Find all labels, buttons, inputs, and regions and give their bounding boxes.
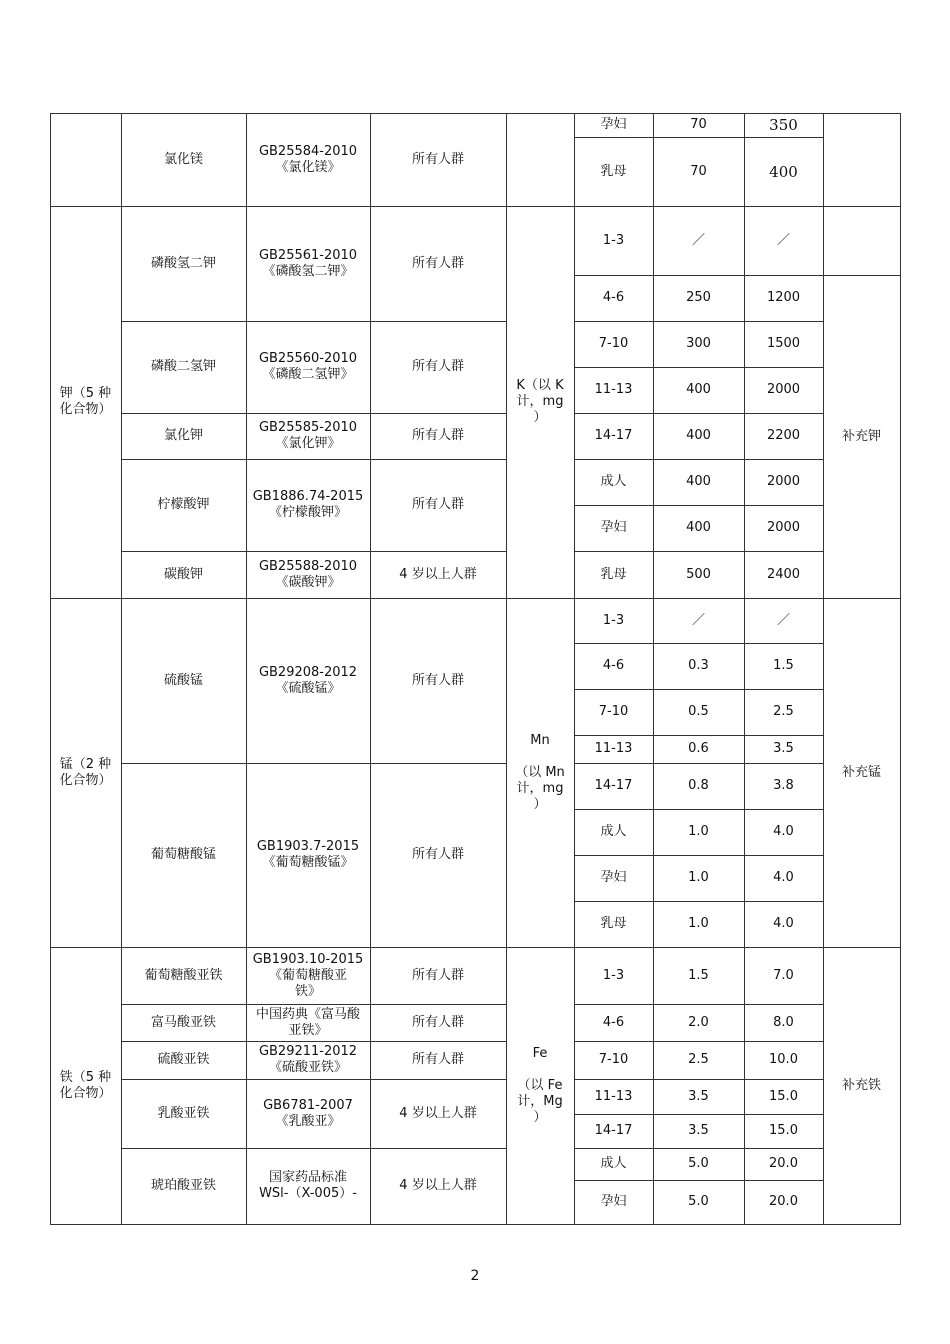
min-value-cell: 1.5: [688, 967, 709, 983]
population-cell: 所有人群: [411, 847, 464, 862]
table-border: [574, 1180, 824, 1181]
table-border: [574, 735, 824, 736]
min-value-cell: 1.0: [688, 870, 709, 885]
standard-cell: GB29211-2012 《硫酸亚铁》: [258, 1044, 358, 1075]
population-cell: 所有人群: [411, 1052, 464, 1067]
table-border: [574, 551, 824, 552]
min-value-cell: 0.8: [688, 778, 709, 793]
age-cell: 成人: [600, 1156, 627, 1171]
max-value-cell: 2200: [766, 428, 801, 443]
min-value-cell: 2.0: [688, 1014, 709, 1030]
standard-cell: GB1886.74-2015 《柠檬酸钾》: [252, 489, 364, 520]
table-border: [574, 505, 824, 506]
compound-name-cell: 氯化镁: [163, 151, 203, 167]
age-cell: 7-10: [598, 704, 629, 719]
population-cell: 所有人群: [411, 497, 464, 512]
max-value-cell: 2000: [766, 520, 801, 535]
population-cell: 所有人群: [411, 255, 464, 271]
nutrient-group-cell: 钾（5 种 化合物）: [59, 386, 112, 417]
age-cell: 7-10: [598, 336, 629, 351]
max-value-cell: ／: [776, 232, 790, 248]
min-value-cell: 400: [686, 520, 711, 535]
min-value-cell: ／: [691, 232, 705, 248]
table-border: [121, 763, 507, 764]
table-border: [574, 413, 824, 414]
table-border: [574, 1148, 824, 1149]
age-cell: 11-13: [594, 382, 633, 397]
table-border: [50, 1224, 901, 1225]
table-border: [574, 643, 824, 644]
min-value-cell: 400: [686, 474, 711, 489]
table-border: [574, 459, 824, 460]
table-border: [121, 1041, 507, 1042]
population-cell: 所有人群: [411, 967, 464, 983]
compound-name-cell: 葡萄糖酸锰: [150, 847, 216, 862]
age-cell: 4-6: [602, 290, 625, 305]
standard-cell: GB25561-2010 《磷酸氢二钾》: [258, 247, 358, 279]
min-value-cell: 0.3: [688, 658, 709, 673]
standard-cell: GB25560-2010 《磷酸二氢钾》: [258, 351, 358, 382]
compound-name-cell: 氯化钾: [163, 428, 203, 443]
table-border: [574, 321, 824, 322]
table-border: [121, 1148, 507, 1149]
max-value-cell: 15.0: [769, 1123, 798, 1138]
population-cell: 所有人群: [411, 428, 464, 443]
element-label-cell: Mn （以 Mn 计，mg ）: [515, 732, 565, 812]
max-value-cell: 15.0: [769, 1088, 798, 1104]
compound-name-cell: 葡萄糖酸亚铁: [144, 967, 223, 983]
max-value-cell: ／: [776, 612, 790, 628]
max-value-cell: 2000: [766, 382, 801, 397]
population-cell: 所有人群: [411, 359, 464, 374]
age-cell: 乳母: [600, 916, 627, 931]
min-value-cell: 5.0: [688, 1194, 709, 1209]
max-value-cell: 1500: [766, 336, 801, 351]
population-cell: 所有人群: [411, 672, 464, 688]
min-value-cell: ／: [691, 612, 705, 628]
min-value-cell: 3.5: [688, 1088, 709, 1104]
min-value-cell: 300: [686, 336, 711, 351]
table-border: [121, 459, 507, 460]
table-border: [121, 321, 507, 322]
age-cell: 14-17: [594, 778, 633, 793]
standard-cell: GB1903.10-2015 《葡萄糖酸亚 铁》: [252, 951, 364, 999]
table-border: [121, 1079, 507, 1080]
min-value-cell: 70: [690, 117, 707, 132]
compound-name-cell: 琥珀酸亚铁: [150, 1178, 216, 1193]
table-border: [574, 275, 824, 276]
element-label-cell: K（以 K 计，mg ）: [516, 378, 564, 425]
compound-name-cell: 磷酸氢二钾: [150, 255, 216, 271]
population-cell: 所有人群: [411, 1014, 464, 1030]
max-value-cell: 20.0: [769, 1156, 798, 1171]
max-value-cell: 1200: [766, 290, 801, 305]
compound-name-cell: 富马酸亚铁: [150, 1014, 216, 1030]
table-border: [574, 809, 824, 810]
nutrient-group-cell: 锰（2 种 化合物）: [59, 756, 112, 788]
table-border: [574, 763, 824, 764]
table-border: [574, 1079, 824, 1080]
max-value-cell: 3.5: [773, 741, 794, 756]
table-border: [574, 1041, 824, 1042]
max-value-cell: 2.5: [773, 704, 794, 719]
age-cell: 孕妇: [600, 117, 627, 132]
table-border: [900, 113, 901, 1225]
max-value-cell: 4.0: [773, 824, 794, 839]
max-value-cell: 400: [769, 162, 798, 181]
table-border: [574, 855, 824, 856]
compound-name-cell: 磷酸二氢钾: [150, 359, 216, 374]
age-cell: 1-3: [602, 967, 625, 983]
max-value-cell: 4.0: [773, 916, 794, 931]
function-cell: [823, 113, 900, 206]
max-value-cell: 3.8: [773, 778, 794, 793]
min-value-cell: 5.0: [688, 1156, 709, 1171]
max-value-cell: 350: [769, 116, 798, 134]
age-cell: 1-3: [602, 232, 625, 248]
age-cell: 孕妇: [600, 870, 627, 885]
age-cell: 11-13: [594, 741, 633, 756]
max-value-cell: 20.0: [769, 1194, 798, 1209]
table-border: [574, 1114, 824, 1115]
max-value-cell: 2400: [766, 566, 801, 582]
element-label-cell: Fe （以 Fe 计，Mg ）: [517, 1045, 563, 1125]
population-cell: 4 岁以上人群: [399, 1105, 477, 1121]
table-border: [574, 901, 824, 902]
population-cell: 4 岁以上人群: [399, 1178, 477, 1193]
table-border: [121, 551, 507, 552]
min-value-cell: 0.5: [688, 704, 709, 719]
age-cell: 成人: [600, 824, 627, 839]
min-value-cell: 400: [686, 382, 711, 397]
age-cell: 成人: [600, 474, 627, 489]
standard-cell: 中国药典《富马酸 亚铁》: [255, 1006, 360, 1038]
standard-cell: GB6781-2007 《乳酸亚》: [263, 1097, 353, 1129]
function-cell: 补充钾: [841, 428, 881, 444]
age-cell: 11-13: [594, 1088, 633, 1104]
min-value-cell: 2.5: [688, 1052, 709, 1067]
standard-cell: GB29208-2012 《硫酸锰》: [258, 664, 358, 696]
max-value-cell: 10.0: [769, 1052, 798, 1067]
max-value-cell: 2000: [766, 474, 801, 489]
max-value-cell: 1.5: [773, 658, 794, 673]
page-number: 2: [470, 1268, 480, 1284]
min-value-cell: 70: [690, 163, 707, 179]
age-cell: 1-3: [602, 612, 625, 628]
compound-name-cell: 碳酸钾: [163, 566, 203, 582]
min-value-cell: 500: [686, 566, 711, 582]
function-cell: 补充铁: [841, 1077, 881, 1093]
compound-name-cell: 硫酸亚铁: [157, 1052, 210, 1067]
table-border: [574, 689, 824, 690]
nutrient-group-cell: [50, 113, 121, 206]
min-value-cell: 1.0: [688, 824, 709, 839]
standard-cell: GB25588-2010 《碳酸钾》: [258, 558, 358, 590]
standard-cell: GB25584-2010 《氯化镁》: [258, 143, 358, 175]
population-cell: 4 岁以上人群: [399, 566, 477, 582]
age-cell: 孕妇: [600, 1194, 627, 1209]
age-cell: 乳母: [600, 163, 627, 179]
standard-cell: GB25585-2010 《氯化钾》: [258, 420, 358, 451]
standard-cell: 国家药品标准 WSl-（X-005）-: [259, 1170, 357, 1201]
min-value-cell: 0.6: [688, 741, 709, 756]
age-cell: 孕妇: [600, 520, 627, 535]
age-cell: 4-6: [602, 658, 625, 673]
age-cell: 乳母: [600, 566, 627, 582]
table-border: [574, 1004, 824, 1005]
min-value-cell: 400: [686, 428, 711, 443]
compound-name-cell: 乳酸亚铁: [157, 1105, 210, 1121]
nutrient-group-cell: 铁（5 种 化合物）: [59, 1069, 112, 1101]
age-cell: 4-6: [602, 1014, 625, 1030]
min-value-cell: 3.5: [688, 1123, 709, 1138]
element-label-cell: [506, 113, 574, 206]
max-value-cell: 8.0: [773, 1014, 794, 1030]
population-cell: 所有人群: [411, 151, 464, 167]
compound-name-cell: 硫酸锰: [163, 672, 203, 688]
function-cell: 补充锰: [841, 764, 881, 780]
max-value-cell: 4.0: [773, 870, 794, 885]
table-border: [574, 367, 824, 368]
table-border: [121, 1004, 507, 1005]
min-value-cell: 250: [686, 290, 711, 305]
table-border: [121, 413, 507, 414]
max-value-cell: 7.0: [773, 967, 794, 983]
age-cell: 14-17: [594, 1123, 633, 1138]
age-cell: 14-17: [594, 428, 633, 443]
standard-cell: GB1903.7-2015 《葡萄糖酸锰》: [256, 839, 360, 870]
age-cell: 7-10: [598, 1052, 629, 1067]
table-border: [574, 137, 824, 138]
min-value-cell: 1.0: [688, 916, 709, 931]
compound-name-cell: 柠檬酸钾: [157, 497, 210, 512]
